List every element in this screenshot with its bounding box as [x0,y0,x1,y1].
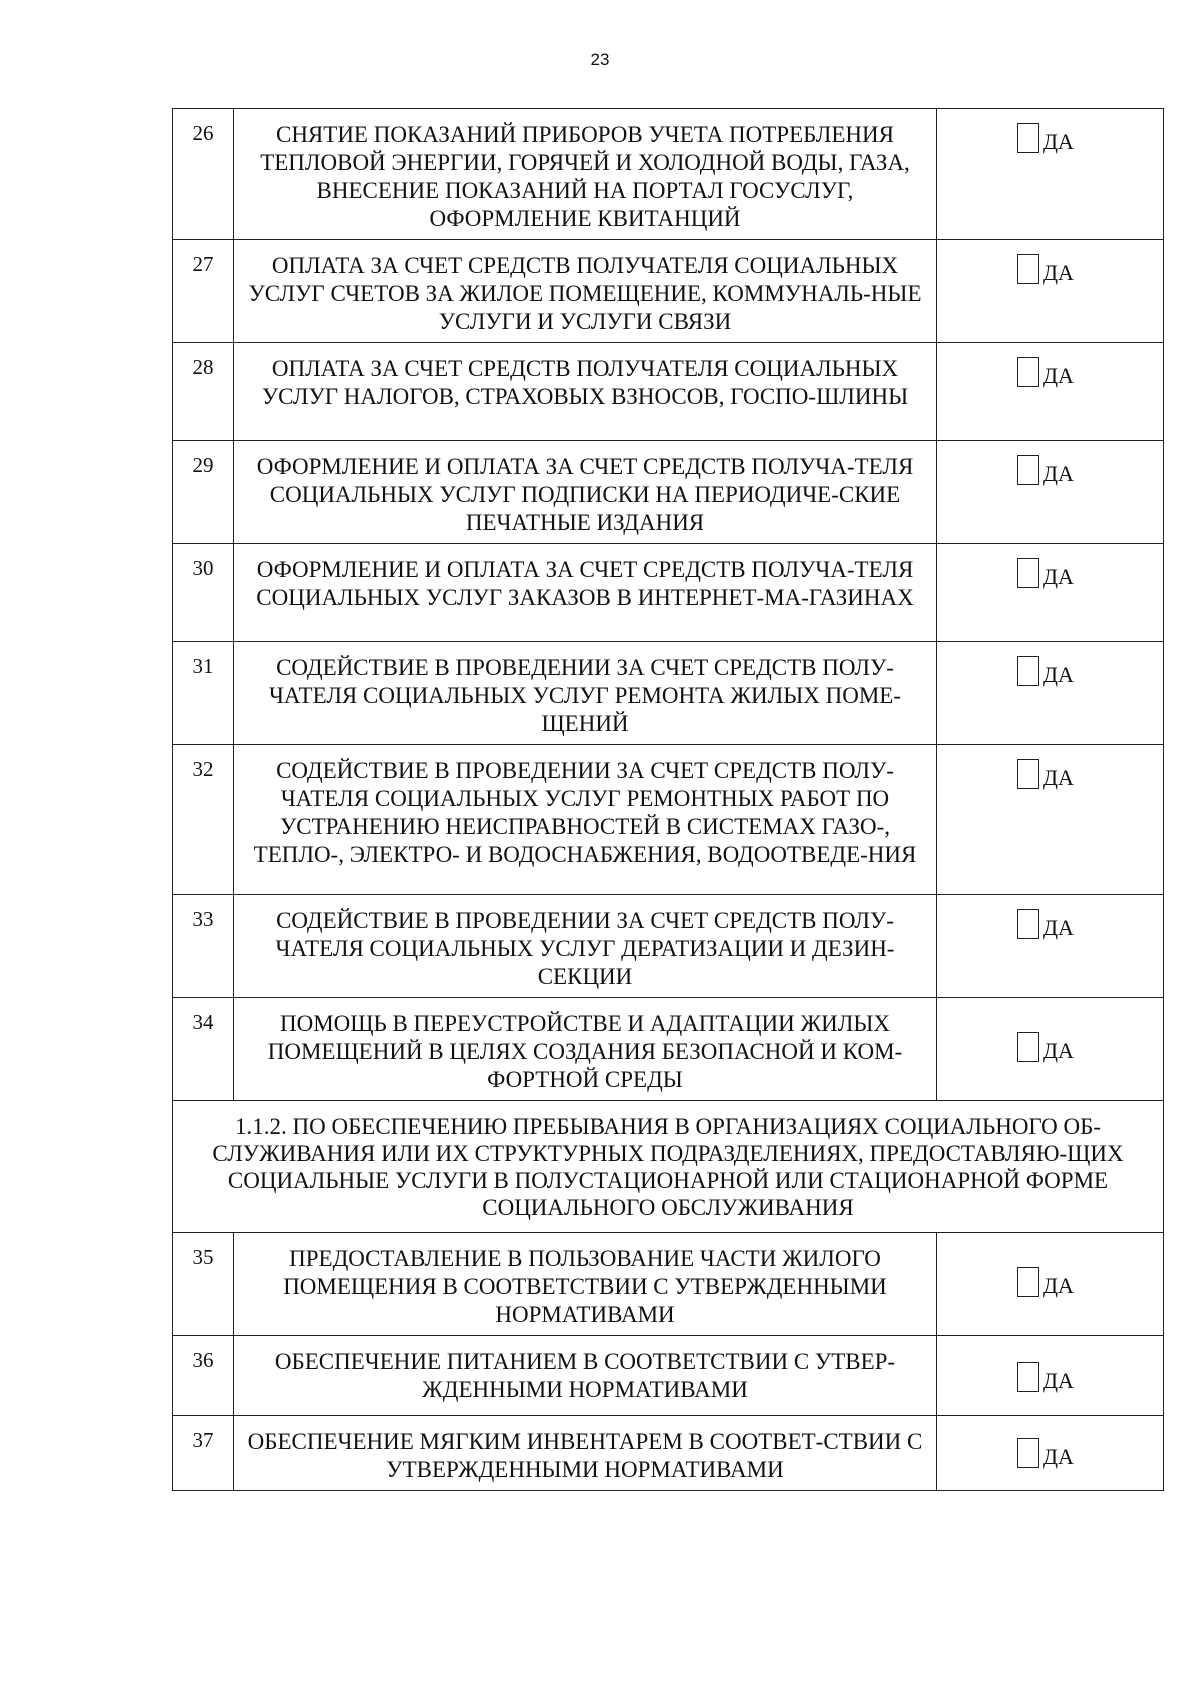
table-row [173,998,1164,1101]
checkbox-yes[interactable] [1017,909,1039,939]
table-row [173,1416,1164,1491]
checkbox-label: ДА [1043,765,1074,790]
service-description: ОФОРМЛЕНИЕ И ОПЛАТА ЗА СЧЕТ СРЕДСТВ ПОЛУЧА-ТЕЛЯ СОЦИАЛЬНЫХ УСЛУГ ПОДПИСКИ НА ПЕРИОДИЧЕ-СКИЕ ПЕЧАТНЫЕ ИЗДАНИЯ [234,441,937,544]
service-description: СОДЕЙСТВИЕ В ПРОВЕДЕНИИ ЗА СЧЕТ СРЕДСТВ ПОЛУ-ЧАТЕЛЯ СОЦИАЛЬНЫХ УСЛУГ ДЕРАТИЗАЦИИ И ДЕЗИН-СЕКЦИИ [234,895,937,998]
checkbox-cell [937,544,1164,642]
table-row [173,745,1164,895]
checkbox-label: ДА [1043,129,1074,154]
checkbox-label: ДА [1043,1273,1074,1298]
checkbox-yes[interactable] [1017,759,1039,789]
table-row [173,544,1164,642]
checkbox-yes[interactable] [1017,254,1039,284]
checkbox-cell [937,642,1164,745]
checkbox-yes[interactable] [1017,1032,1039,1062]
checkbox-yes[interactable] [1017,123,1039,153]
row-number: 30 [173,544,234,642]
checkbox-label: ДА [1043,1368,1074,1393]
checkbox-cell [937,343,1164,441]
checkbox-yes[interactable] [1017,1438,1039,1468]
row-number: 37 [173,1416,234,1491]
row-number: 31 [173,642,234,745]
row-number: 27 [173,240,234,343]
table-row [173,109,1164,240]
table-row [173,895,1164,998]
checkbox-yes[interactable] [1017,357,1039,387]
checkbox-yes[interactable] [1017,656,1039,686]
services-table [172,108,1164,1491]
service-description: ПОМОЩЬ В ПЕРЕУСТРОЙСТВЕ И АДАПТАЦИИ ЖИЛЫХ ПОМЕЩЕНИЙ В ЦЕЛЯХ СОЗДАНИЯ БЕЗОПАСНОЙ И КОМ-ФОРТНОЙ СРЕДЫ [234,998,937,1101]
table-row [173,240,1164,343]
table-row [173,343,1164,441]
checkbox-cell [937,441,1164,544]
table-row [173,642,1164,745]
checkbox-yes[interactable] [1017,1267,1039,1297]
checkbox-label: ДА [1043,461,1074,486]
row-number: 35 [173,1233,234,1336]
service-description: ПРЕДОСТАВЛЕНИЕ В ПОЛЬЗОВАНИЕ ЧАСТИ ЖИЛОГО ПОМЕЩЕНИЯ В СООТВЕТСТВИИ С УТВЕРЖДЕННЫМИ НОРМАТИВАМИ [234,1233,937,1336]
table-row [173,1233,1164,1336]
row-number: 34 [173,998,234,1101]
checkbox-label: ДА [1043,662,1074,687]
row-number: 26 [173,109,234,240]
checkbox-cell [937,998,1164,1101]
checkbox-yes[interactable] [1017,1362,1039,1392]
row-number: 36 [173,1336,234,1416]
checkbox-cell [937,1233,1164,1336]
service-description: ОПЛАТА ЗА СЧЕТ СРЕДСТВ ПОЛУЧАТЕЛЯ СОЦИАЛЬНЫХ УСЛУГ СЧЕТОВ ЗА ЖИЛОЕ ПОМЕЩЕНИЕ, КОММУНАЛЬ-НЫЕ УСЛУГИ И УСЛУГИ СВЯЗИ [234,240,937,343]
service-description: СОДЕЙСТВИЕ В ПРОВЕДЕНИИ ЗА СЧЕТ СРЕДСТВ ПОЛУ-ЧАТЕЛЯ СОЦИАЛЬНЫХ УСЛУГ РЕМОНТНЫХ РАБОТ ПО УСТРАНЕНИЮ НЕИСПРАВНОСТЕЙ В СИСТЕМАХ ГАЗО-, ТЕПЛО-, ЭЛЕКТРО- И ВОДОСНАБЖЕНИЯ, ВОДООТВЕДЕ-НИЯ [234,745,937,895]
page-number: 23 [590,50,610,69]
checkbox-label: ДА [1043,363,1074,388]
service-description: СНЯТИЕ ПОКАЗАНИЙ ПРИБОРОВ УЧЕТА ПОТРЕБЛЕНИЯ ТЕПЛОВОЙ ЭНЕРГИИ, ГОРЯЧЕЙ И ХОЛОДНОЙ ВОДЫ, ГАЗА, ВНЕСЕНИЕ ПОКАЗАНИЙ НА ПОРТАЛ ГОСУСЛУГ, ОФОРМЛЕНИЕ КВИТАНЦИЙ [234,109,937,240]
checkbox-label: ДА [1043,1444,1074,1469]
service-description: ОФОРМЛЕНИЕ И ОПЛАТА ЗА СЧЕТ СРЕДСТВ ПОЛУЧА-ТЕЛЯ СОЦИАЛЬНЫХ УСЛУГ ЗАКАЗОВ В ИНТЕРНЕТ-МА-ГАЗИНАХ [234,544,937,642]
section-header: 1.1.2. ПО ОБЕСПЕЧЕНИЮ ПРЕБЫВАНИЯ В ОРГАНИЗАЦИЯХ СОЦИАЛЬНОГО ОБ-СЛУЖИВАНИЯ ИЛИ ИХ СТРУКТУРНЫХ ПОДРАЗДЕЛЕНИЯХ, ПРЕДОСТАВЛЯЮ-ЩИХ СОЦИАЛЬНЫЕ УСЛУГИ В ПОЛУСТАЦИОНАРНОЙ ИЛИ СТАЦИОНАРНОЙ ФОРМЕ СОЦИАЛЬНОГО ОБСЛУЖИВАНИЯ [173,1101,1164,1233]
checkbox-yes[interactable] [1017,558,1039,588]
row-number: 28 [173,343,234,441]
service-description: СОДЕЙСТВИЕ В ПРОВЕДЕНИИ ЗА СЧЕТ СРЕДСТВ ПОЛУ-ЧАТЕЛЯ СОЦИАЛЬНЫХ УСЛУГ РЕМОНТА ЖИЛЫХ ПОМЕ-ЩЕНИЙ [234,642,937,745]
checkbox-label: ДА [1043,260,1074,285]
section-row [173,1101,1164,1233]
checkbox-cell [937,1416,1164,1491]
checkbox-cell [937,895,1164,998]
checkbox-cell [937,1336,1164,1416]
checkbox-yes[interactable] [1017,455,1039,485]
row-number: 29 [173,441,234,544]
checkbox-label: ДА [1043,564,1074,589]
service-description: ОБЕСПЕЧЕНИЕ ПИТАНИЕМ В СООТВЕТСТВИИ С УТВЕР-ЖДЕННЫМИ НОРМАТИВАМИ [234,1336,937,1416]
row-number: 32 [173,745,234,895]
checkbox-cell [937,240,1164,343]
service-description: ОБЕСПЕЧЕНИЕ МЯГКИМ ИНВЕНТАРЕМ В СООТВЕТ-СТВИИ С УТВЕРЖДЕННЫМИ НОРМАТИВАМИ [234,1416,937,1491]
checkbox-label: ДА [1043,915,1074,940]
table-row [173,1336,1164,1416]
checkbox-cell [937,109,1164,240]
table-row [173,441,1164,544]
service-description: ОПЛАТА ЗА СЧЕТ СРЕДСТВ ПОЛУЧАТЕЛЯ СОЦИАЛЬНЫХ УСЛУГ НАЛОГОВ, СТРАХОВЫХ ВЗНОСОВ, ГОСПО-ШЛИНЫ [234,343,937,441]
checkbox-cell [937,745,1164,895]
row-number: 33 [173,895,234,998]
checkbox-label: ДА [1043,1038,1074,1063]
